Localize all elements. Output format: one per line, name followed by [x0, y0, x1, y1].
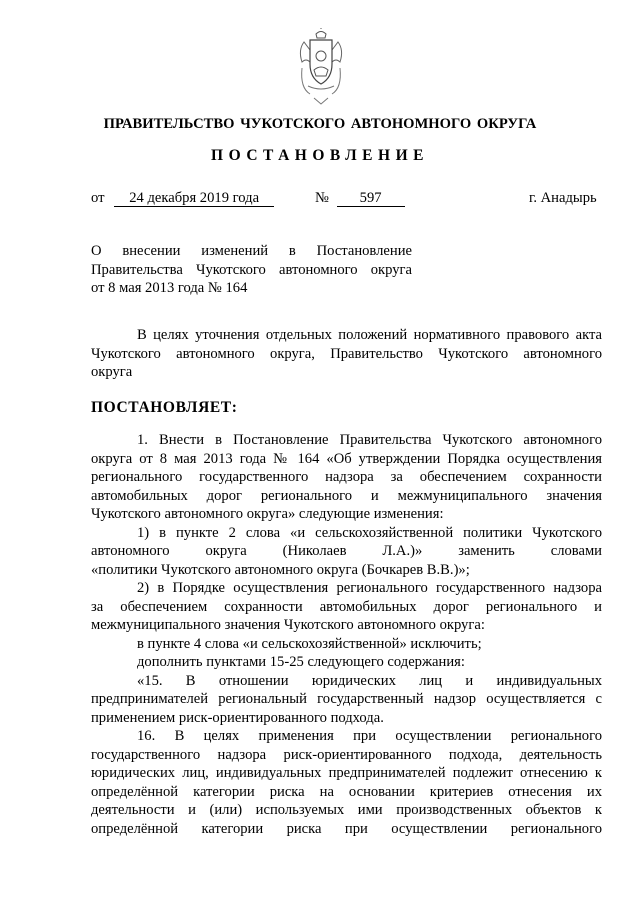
subject-line: Правительства Чукотского автономного округа — [91, 261, 412, 278]
paragraph-line: «15. В отношении юридических лиц и индивидуальных — [137, 672, 602, 689]
paragraph-line: определённой категории риска на основании критериев отнесения их — [91, 783, 602, 800]
paragraph-line: в пункте 4 слова «и сельскохозяйственной» исключить; — [137, 635, 482, 652]
paragraph-line: автономного округа (Николаев Л.А.)» заменить словами — [91, 543, 602, 559]
paragraph-line: регионального государственного надзора за обеспечением сохранности — [91, 469, 602, 485]
preamble-line: Чукотского автономного округа, Правительство Чукотского автономного — [91, 345, 602, 362]
body-text — [91, 431, 602, 838]
paragraph-line: определённой категории риска при осуществлении регионального — [91, 820, 602, 837]
paragraph-line: государственного надзора риск-ориентированного подхода, деятельность — [91, 746, 602, 763]
paragraph-line: 2) в Порядке осуществления регионального государственного надзора — [137, 580, 602, 596]
paragraph-line: дополнить пунктами 15-25 следующего содержания: — [137, 654, 465, 670]
city: г. Анадырь — [529, 190, 597, 206]
subject-line: от 8 мая 2013 года № 164 — [91, 280, 248, 296]
coat-of-arms-emblem-icon — [296, 28, 346, 108]
number-value: 597 — [337, 191, 405, 207]
preamble — [91, 326, 602, 382]
preamble-line: В целях уточнения отдельных положений нормативного правового акта — [137, 327, 602, 343]
paragraph-line: 16. В целях применения при осуществлении регионального — [137, 728, 602, 744]
preamble-line: округа — [91, 364, 133, 380]
paragraph-line: «политики Чукотского автономного округа (Бочкарев В.В.)»; — [91, 561, 470, 578]
paragraph-line: за обеспечением сохранности автомобильных дорог регионального и — [91, 598, 602, 615]
number-line — [315, 190, 405, 207]
document-subject — [91, 242, 412, 298]
number-prefix: № — [315, 190, 329, 206]
paragraph-line: Чукотского автономного округа» следующие изменения: — [91, 506, 444, 522]
date-value: 24 декабря 2019 года — [114, 191, 274, 207]
paragraph-line: деятельности и (или) используемых ими производственных объектов к — [91, 802, 602, 818]
paragraph-line: межмуниципального значения Чукотского автономного округа: — [91, 617, 485, 633]
decree-heading: ПОСТАНОВЛЯЕТ: — [91, 399, 238, 416]
date-prefix: от — [91, 190, 105, 206]
paragraph-line: округа от 8 мая 2013 года № 164 «Об утверждении Порядка осуществления — [91, 450, 602, 467]
paragraph-line: автомобильных дорог регионального и межмуниципального значения — [91, 487, 602, 504]
paragraph-line: 1. Внести в Постановление Правительства Чукотского автономного — [137, 432, 602, 448]
paragraph-line: 1) в пункте 2 слова «и сельскохозяйственной политики Чукотского — [137, 524, 602, 541]
paragraph-line: юридических лиц, индивидуальных предпринимателей подлежит отнесению к — [91, 765, 602, 781]
date-line — [91, 190, 274, 207]
subject-line: О внесении изменений в Постановление — [91, 243, 412, 259]
paragraph-line: применением риск-ориентированного подхода. — [91, 709, 384, 726]
government-title: ПРАВИТЕЛЬСТВО ЧУКОТСКОГО АВТОНОМНОГО ОКРУГА — [103, 116, 537, 132]
document-type-title: ПОСТАНОВЛЕНИЕ — [211, 147, 429, 164]
paragraph-line: предпринимателей региональный государственный надзор осуществляется с — [91, 691, 602, 707]
